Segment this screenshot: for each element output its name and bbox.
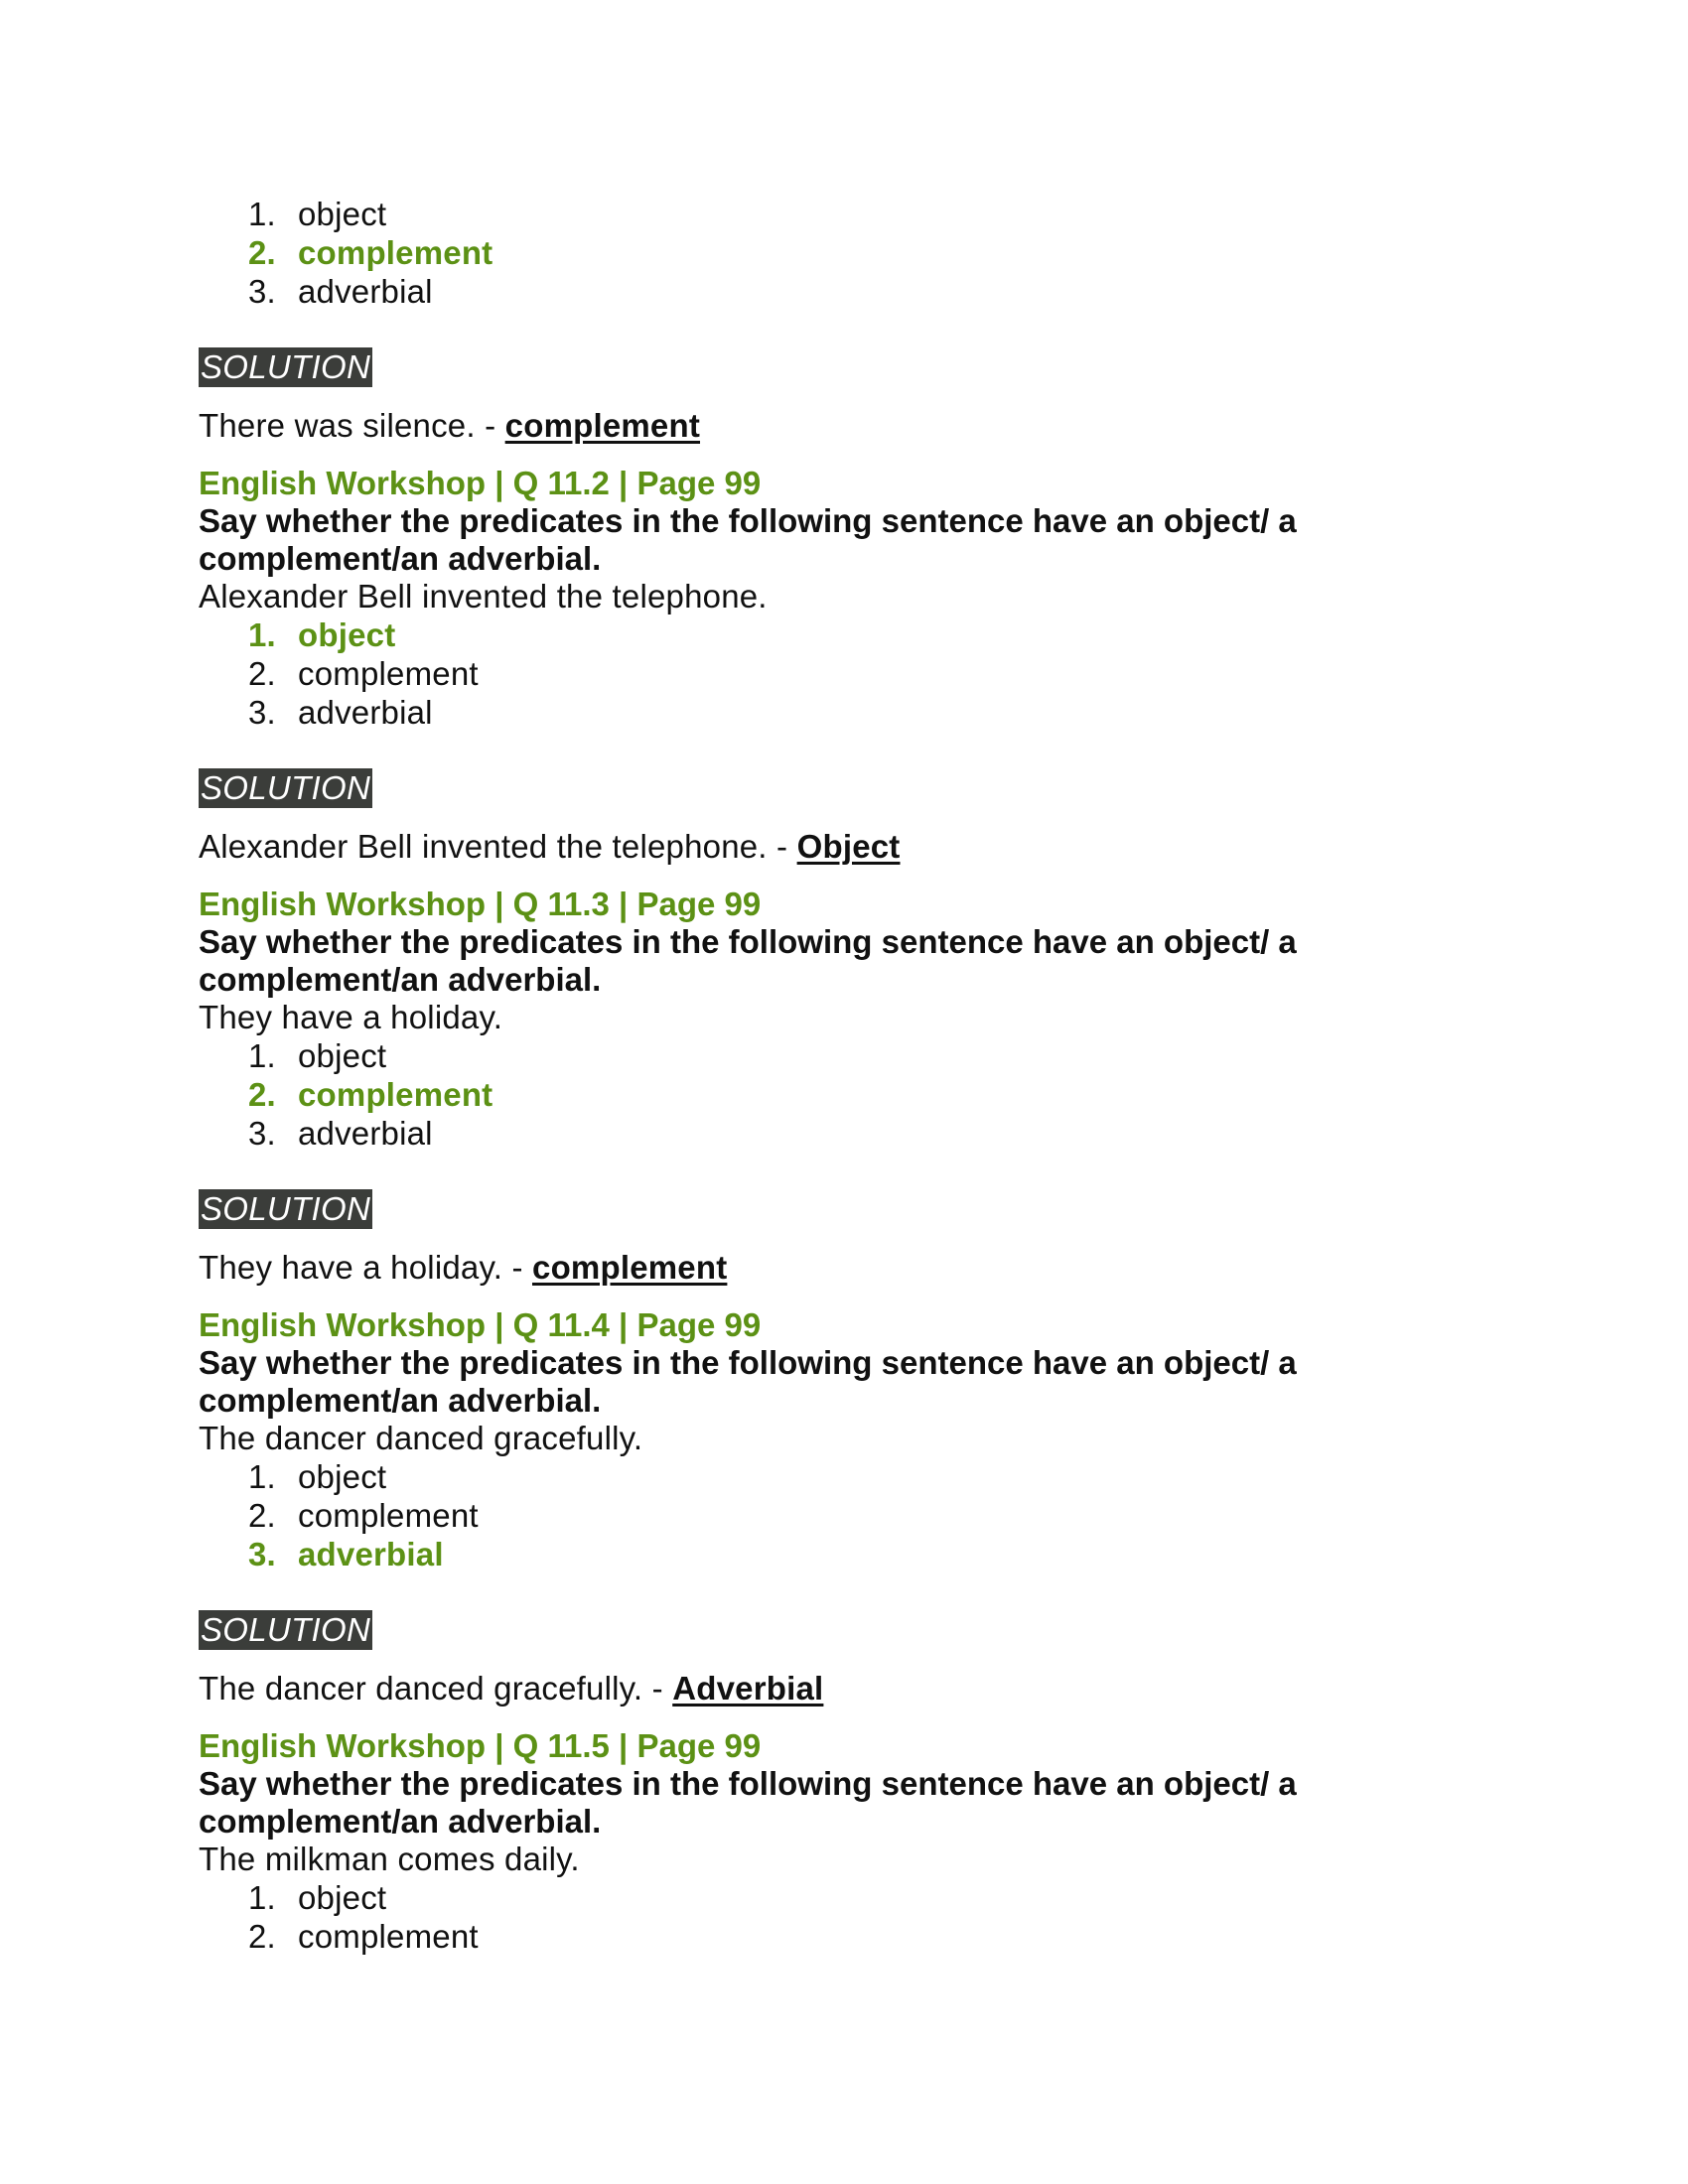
- questions-container: [199, 465, 1340, 1956]
- option-item: [248, 654, 1340, 693]
- option-label: adverbial: [298, 1115, 433, 1152]
- option-label: complement: [298, 655, 479, 692]
- question-block: [199, 886, 1340, 1288]
- option-item-correct: [248, 233, 1340, 272]
- options-list: [199, 1036, 1340, 1153]
- option-label: object: [298, 196, 387, 232]
- solution-sentence: They have a holiday. -: [199, 1249, 533, 1286]
- option-number: 3.: [248, 1115, 276, 1152]
- question-sentence: They have a holiday.: [199, 999, 503, 1035]
- solution-sentence: There was silence. -: [199, 407, 505, 444]
- question-sentence: The milkman comes daily.: [199, 1841, 580, 1877]
- option-label: complement: [298, 234, 493, 271]
- question-block: [199, 1306, 1340, 1708]
- option-number: 1.: [248, 616, 276, 653]
- option-number: 3.: [248, 273, 276, 310]
- question-heading: English Workshop | Q 11.5 | Page 99: [199, 1727, 762, 1764]
- question-heading: English Workshop | Q 11.2 | Page 99: [199, 465, 762, 501]
- question-prompt: Say whether the predicates in the following sentence have an object/ a complement/an adverbial.: [199, 1344, 1297, 1419]
- option-item: [248, 693, 1340, 732]
- options-list: [199, 1878, 1340, 1956]
- solution-answer: complement: [504, 407, 701, 444]
- option-label: object: [298, 1458, 387, 1495]
- option-label: adverbial: [298, 694, 433, 731]
- option-number: 1.: [248, 196, 276, 232]
- solution-answer: Object: [796, 828, 901, 865]
- question-prompt: Say whether the predicates in the following sentence have an object/ a complement/an adverbial.: [199, 1765, 1297, 1840]
- question-sentence: The dancer danced gracefully.: [199, 1420, 643, 1456]
- option-item: [248, 1036, 1340, 1075]
- solution-line: [199, 1248, 1340, 1288]
- option-number: 2.: [248, 1918, 276, 1955]
- question-heading: English Workshop | Q 11.4 | Page 99: [199, 1306, 762, 1343]
- option-label: adverbial: [298, 1536, 444, 1572]
- option-label: complement: [298, 1076, 493, 1113]
- option-number: 2.: [248, 1497, 276, 1534]
- option-number: 1.: [248, 1879, 276, 1916]
- question-prompt: Say whether the predicates in the following sentence have an object/ a complement/an adverbial.: [199, 923, 1297, 998]
- option-item-correct: [248, 615, 1340, 654]
- option-number: 2.: [248, 234, 276, 271]
- option-number: 3.: [248, 694, 276, 731]
- document-content: [199, 195, 1340, 1956]
- option-label: complement: [298, 1497, 479, 1534]
- option-number: 2.: [248, 1076, 276, 1113]
- solution-badge: SOLUTION: [201, 769, 371, 806]
- option-item: [248, 1496, 1340, 1535]
- solution-answer: Adverbial: [672, 1670, 824, 1706]
- option-item: [248, 272, 1340, 311]
- option-item: [248, 1917, 1340, 1956]
- option-label: complement: [298, 1918, 479, 1955]
- options-list-top: [199, 195, 1340, 311]
- option-number: 2.: [248, 655, 276, 692]
- solution-badge: SOLUTION: [201, 1190, 371, 1227]
- question-block: [199, 1727, 1340, 1956]
- options-list: [199, 615, 1340, 732]
- solution-line: [199, 1669, 1340, 1708]
- option-number: 1.: [248, 1458, 276, 1495]
- option-number: 3.: [248, 1536, 276, 1572]
- solution-badge: SOLUTION: [201, 348, 371, 385]
- option-number: 1.: [248, 1037, 276, 1074]
- option-item-correct: [248, 1075, 1340, 1114]
- solution-badge: SOLUTION: [201, 1611, 371, 1648]
- option-item: [248, 195, 1340, 233]
- option-label: object: [298, 1037, 387, 1074]
- solution-sentence: The dancer danced gracefully. -: [199, 1670, 673, 1706]
- option-item: [248, 1457, 1340, 1496]
- solution-line: [199, 827, 1340, 867]
- option-item-correct: [248, 1535, 1340, 1573]
- question-prompt: Say whether the predicates in the following sentence have an object/ a complement/an adverbial.: [199, 502, 1297, 577]
- option-item: [248, 1114, 1340, 1153]
- options-list: [199, 1457, 1340, 1573]
- option-item: [248, 1878, 1340, 1917]
- question-sentence: Alexander Bell invented the telephone.: [199, 578, 768, 614]
- option-label: adverbial: [298, 273, 433, 310]
- option-label: object: [298, 1879, 387, 1916]
- solution-line: [199, 406, 1340, 446]
- solution-sentence: Alexander Bell invented the telephone. -: [199, 828, 797, 865]
- option-label: object: [298, 616, 396, 653]
- solution-answer: complement: [532, 1249, 728, 1286]
- question-block: [199, 465, 1340, 867]
- question-heading: English Workshop | Q 11.3 | Page 99: [199, 886, 762, 922]
